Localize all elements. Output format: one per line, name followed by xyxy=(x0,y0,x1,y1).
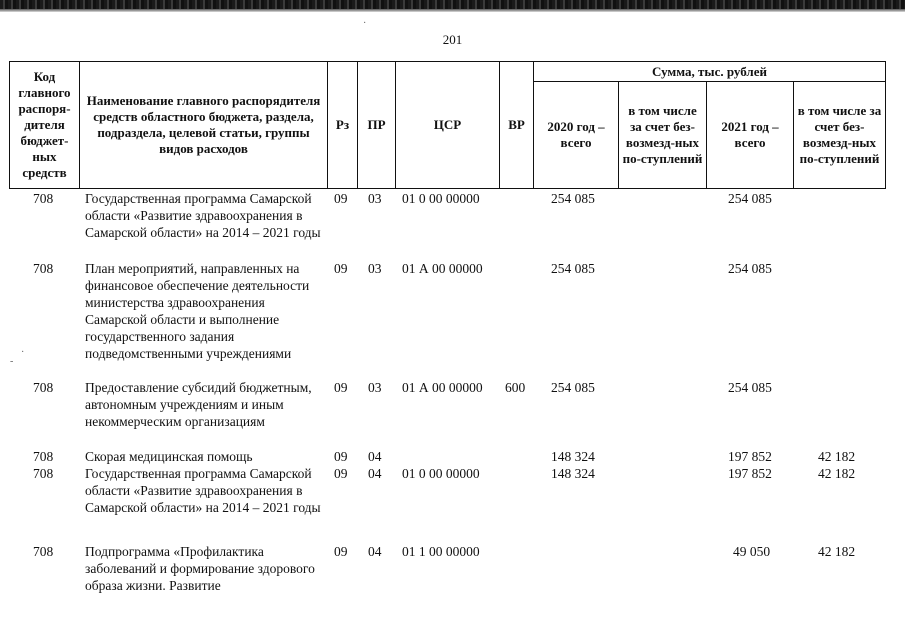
row-csr: 01 А 00 00000 xyxy=(402,261,483,276)
row-pr: 03 xyxy=(368,191,382,206)
row-2021-total: 197 852 xyxy=(728,449,772,464)
scan-speck: - xyxy=(10,356,14,367)
scan-speck: · xyxy=(363,18,367,29)
row-code: 708 xyxy=(33,544,54,559)
row-pr: 04 xyxy=(368,466,382,481)
row-code: 708 xyxy=(33,191,54,206)
header-2021-free: в том числе за счет без-возмезд-ных по-ступлений xyxy=(793,81,886,189)
header-code: Код главного распоря-дителя бюджет-ных средств xyxy=(9,61,80,189)
row-2021-total: 197 852 xyxy=(728,466,772,481)
row-2020-total: 148 324 xyxy=(551,449,595,464)
row-vr: 600 xyxy=(505,380,526,395)
row-rz: 09 xyxy=(334,261,348,276)
row-2021-total: 254 085 xyxy=(728,261,772,276)
page-number: 201 xyxy=(442,32,463,47)
row-pr: 03 xyxy=(368,261,382,276)
row-csr: 01 0 00 00000 xyxy=(402,466,480,481)
row-code: 708 xyxy=(33,466,54,481)
row-name: Скорая медицинская помощь xyxy=(85,449,253,464)
row-2020-total: 254 085 xyxy=(551,261,595,276)
scan-top-shadow xyxy=(0,9,905,12)
scan-speck: · xyxy=(21,347,25,358)
row-csr: 01 А 00 00000 xyxy=(402,380,483,395)
row-rz: 09 xyxy=(334,466,348,481)
row-rz: 09 xyxy=(334,191,348,206)
row-code: 708 xyxy=(33,380,54,395)
row-rz: 09 xyxy=(334,380,348,395)
row-csr: 01 1 00 00000 xyxy=(402,544,480,559)
header-rz: Рз xyxy=(327,61,358,189)
row-2021-total: 254 085 xyxy=(728,191,772,206)
row-code: 708 xyxy=(33,261,54,276)
row-csr: 01 0 00 00000 xyxy=(402,191,480,206)
row-pr: 04 xyxy=(368,544,382,559)
header-2021-total: 2021 год – всего xyxy=(706,81,794,189)
row-2020-total: 254 085 xyxy=(551,191,595,206)
row-pr: 03 xyxy=(368,380,382,395)
row-2021-total: 49 050 xyxy=(733,544,771,559)
header-csr: ЦСР xyxy=(395,61,500,189)
row-rz: 09 xyxy=(334,544,348,559)
row-rz: 09 xyxy=(334,449,348,464)
row-pr: 04 xyxy=(368,449,382,464)
row-name: Подпрограмма «Профилактика заболеваний и формирование здорового образа жизни. Развитие xyxy=(85,544,315,593)
header-2020-free: в том числе за счет без-возмезд-ных по-ступлений xyxy=(618,81,707,189)
header-pr: ПР xyxy=(357,61,396,189)
header-name: Наименование главного распорядителя средств областного бюджета, раздела, подраздела, целевой статьи, группы видов расходов xyxy=(79,61,328,189)
row-2021-free: 42 182 xyxy=(818,544,856,559)
row-code: 708 xyxy=(33,449,54,464)
header-sum-group: Сумма, тыс. рублей xyxy=(533,61,886,82)
row-name: Государственная программа Самарской области «Развитие здравоохранения в Самарской области» на 2014 – 2021 годы xyxy=(85,466,321,515)
header-2020-total: 2020 год – всего xyxy=(533,81,619,189)
row-2020-total: 254 085 xyxy=(551,380,595,395)
row-name: Предоставление субсидий бюджетным, автономным учреждениям и иным некоммерческим организациям xyxy=(85,380,312,429)
row-2021-free: 42 182 xyxy=(818,449,856,464)
row-name: План мероприятий, направленных на финансовое обеспечение деятельности министерства здравоохранения Самарской области и выполнение государственного задания подведомственными учреждениями xyxy=(85,261,310,361)
scan-top-edge xyxy=(0,0,905,9)
row-2021-total: 254 085 xyxy=(728,380,772,395)
row-2021-free: 42 182 xyxy=(818,466,856,481)
row-name: Государственная программа Самарской области «Развитие здравоохранения в Самарской области» на 2014 – 2021 годы xyxy=(85,191,321,240)
row-2020-total: 148 324 xyxy=(551,466,595,481)
header-vr: ВР xyxy=(499,61,534,189)
